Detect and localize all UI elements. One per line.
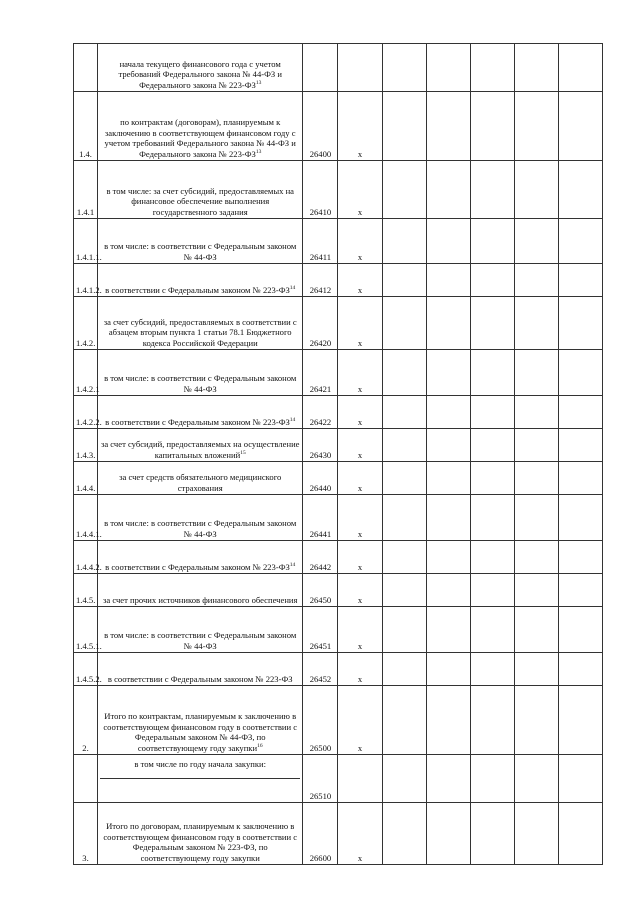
table-row: [74, 44, 603, 92]
amount-cell: [426, 219, 470, 264]
amount-cell: [382, 653, 426, 686]
row-code: 26410: [303, 161, 338, 219]
row-name-text: в том числе: в соответствии с Федеральным законом № 44-ФЗ: [104, 630, 297, 651]
amount-cell: [514, 541, 558, 574]
row-code: 26400: [303, 92, 338, 161]
amount-cell: [470, 396, 514, 429]
row-code: 26450: [303, 574, 338, 607]
amount-cell: [558, 161, 602, 219]
row-code: 26600: [303, 803, 338, 865]
amount-cell: [514, 161, 558, 219]
amount-cell: [470, 264, 514, 297]
table-row: [74, 541, 603, 574]
amount-cell: [382, 429, 426, 462]
table-row: [74, 350, 603, 396]
row-code: 26500: [303, 686, 338, 755]
amount-cell: [558, 429, 602, 462]
row-number: 3.: [74, 803, 98, 865]
amount-cell: [558, 350, 602, 396]
amount-cell: [426, 161, 470, 219]
amount-cell: [382, 755, 426, 803]
row-name: [98, 161, 303, 219]
row-name-text: за счет субсидий, предоставляемых на осуществление капитальных вложений: [100, 439, 300, 460]
amount-cell: [470, 653, 514, 686]
footnote-ref: 14: [289, 284, 296, 291]
amount-cell: [558, 495, 602, 541]
row-name-text: в том числе: в соответствии с Федеральным законом № 44-ФЗ: [104, 518, 297, 539]
amount-cell: [514, 429, 558, 462]
row-code: 26411: [303, 219, 338, 264]
row-number: 1.4.1.1.: [74, 219, 98, 264]
table-row: [74, 607, 603, 653]
row-year-mark: x: [338, 607, 382, 653]
amount-cell: [470, 462, 514, 495]
row-name-text: в том числе: в соответствии с Федеральным законом № 44-ФЗ: [104, 373, 297, 394]
amount-cell: [382, 44, 426, 92]
row-name: [98, 264, 303, 297]
row-year-mark: x: [338, 219, 382, 264]
row-code: 26440: [303, 462, 338, 495]
amount-cell: [426, 264, 470, 297]
row-year-mark: [338, 44, 382, 92]
amount-cell: [470, 44, 514, 92]
row-name: [98, 574, 303, 607]
row-number: 1.4.2.2.: [74, 396, 98, 429]
row-name-text: за счет прочих источников финансового обеспечения: [102, 594, 298, 605]
amount-cell: [514, 219, 558, 264]
row-number: 1.4.2.1: [74, 350, 98, 396]
amount-cell: [514, 574, 558, 607]
row-number: 1.4.2.: [74, 297, 98, 350]
amount-cell: [514, 607, 558, 653]
amount-cell: [426, 462, 470, 495]
table-row: [74, 803, 603, 865]
row-name-text: в том числе: за счет субсидий, предоставляемых на финансовое обеспечение выполнения государственного задания: [106, 185, 294, 217]
table-row: [74, 92, 603, 161]
row-number: 1.4.3.: [74, 429, 98, 462]
row-number: 1.4.5.: [74, 574, 98, 607]
amount-cell: [558, 219, 602, 264]
amount-cell: [382, 803, 426, 865]
row-name-text: в том числе: в соответствии с Федеральным законом № 44-ФЗ: [104, 241, 297, 262]
amount-cell: [382, 495, 426, 541]
footnote-ref: 14: [289, 561, 296, 568]
amount-cell: [470, 297, 514, 350]
amount-cell: [382, 607, 426, 653]
amount-cell: [382, 264, 426, 297]
row-name: [98, 755, 303, 803]
table-row: [74, 264, 603, 297]
row-number: 1.4.1.2.: [74, 264, 98, 297]
row-number: 2.: [74, 686, 98, 755]
table-row: [74, 462, 603, 495]
amount-cell: [514, 297, 558, 350]
amount-cell: [514, 264, 558, 297]
row-year-mark: x: [338, 541, 382, 574]
amount-cell: [382, 686, 426, 755]
amount-cell: [426, 803, 470, 865]
row-name-blank: [100, 779, 300, 801]
amount-cell: [426, 653, 470, 686]
amount-cell: [426, 396, 470, 429]
row-number: 1.4.5.1.: [74, 607, 98, 653]
row-code: 26442: [303, 541, 338, 574]
row-code: 26430: [303, 429, 338, 462]
row-code: 26441: [303, 495, 338, 541]
row-number: 1.4.4.1.: [74, 495, 98, 541]
amount-cell: [426, 297, 470, 350]
table-row: [74, 495, 603, 541]
amount-cell: [426, 495, 470, 541]
amount-cell: [470, 495, 514, 541]
row-name: [98, 44, 303, 92]
row-name-text: за счет субсидий, предоставляемых в соответствии с абзацем вторым пункта 1 статьи 78.1 Бюджетного кодекса Российской Федерации: [103, 316, 297, 348]
table-row: [74, 297, 603, 350]
row-name-text: в соответствии с Федеральным законом № 223-ФЗ: [105, 416, 290, 427]
amount-cell: [558, 755, 602, 803]
row-code: 26421: [303, 350, 338, 396]
row-number: 1.4.: [74, 92, 98, 161]
row-number: [74, 755, 98, 803]
amount-cell: [382, 297, 426, 350]
amount-cell: [382, 396, 426, 429]
row-name: [98, 462, 303, 495]
amount-cell: [558, 607, 602, 653]
row-name: [98, 219, 303, 264]
amount-cell: [558, 803, 602, 865]
row-year-mark: x: [338, 653, 382, 686]
amount-cell: [558, 44, 602, 92]
table-row: [74, 429, 603, 462]
row-year-mark: [338, 755, 382, 803]
amount-cell: [470, 574, 514, 607]
expenditure-table: [73, 43, 603, 865]
row-number: 1.4.1: [74, 161, 98, 219]
amount-cell: [558, 653, 602, 686]
amount-cell: [514, 653, 558, 686]
amount-cell: [470, 755, 514, 803]
amount-cell: [514, 686, 558, 755]
row-name-text: в соответствии с Федеральным законом № 223-ФЗ: [107, 673, 293, 684]
amount-cell: [558, 574, 602, 607]
amount-cell: [514, 350, 558, 396]
amount-cell: [470, 429, 514, 462]
row-name: [98, 541, 303, 574]
amount-cell: [426, 607, 470, 653]
amount-cell: [382, 161, 426, 219]
row-code: 26452: [303, 653, 338, 686]
amount-cell: [514, 44, 558, 92]
row-code: 26420: [303, 297, 338, 350]
table-row: [74, 219, 603, 264]
amount-cell: [558, 541, 602, 574]
amount-cell: [426, 686, 470, 755]
amount-cell: [558, 92, 602, 161]
amount-cell: [426, 541, 470, 574]
table-row: [74, 396, 603, 429]
row-year-mark: x: [338, 396, 382, 429]
row-code: 26510: [303, 755, 338, 803]
footnote-ref: 13: [255, 148, 262, 155]
amount-cell: [514, 92, 558, 161]
table-row: [74, 755, 603, 803]
amount-cell: [558, 264, 602, 297]
row-name-text: за счет средств обязательного медицинского страхования: [119, 472, 282, 493]
row-name: [98, 495, 303, 541]
amount-cell: [470, 92, 514, 161]
row-number: [74, 44, 98, 92]
footnote-ref: 13: [255, 79, 262, 86]
amount-cell: [382, 350, 426, 396]
amount-cell: [470, 686, 514, 755]
row-code: 26451: [303, 607, 338, 653]
row-year-mark: x: [338, 297, 382, 350]
amount-cell: [382, 92, 426, 161]
table-row: [74, 653, 603, 686]
row-name: [98, 92, 303, 161]
row-number: 1.4.4.2.: [74, 541, 98, 574]
table-row: [74, 686, 603, 755]
row-name: [98, 396, 303, 429]
footnote-ref: 16: [257, 742, 263, 749]
amount-cell: [470, 161, 514, 219]
row-name-text: по контрактам (договорам), планируемым к заключению в соответствующем финансовом году с учетом требований Федерального закона № 44-ФЗ и Федерального закона № 223-ФЗ: [104, 117, 296, 159]
amount-cell: [426, 429, 470, 462]
amount-cell: [514, 803, 558, 865]
amount-cell: [426, 92, 470, 161]
row-name: [98, 653, 303, 686]
row-year-mark: x: [338, 686, 382, 755]
amount-cell: [382, 462, 426, 495]
row-name-text: Итого по договорам, планируемым к заключению в соответствующем финансовом году в соответствии с Федеральным законом № 223-ФЗ, по соответствующему году закупки: [103, 821, 298, 863]
amount-cell: [514, 495, 558, 541]
row-year-mark: x: [338, 462, 382, 495]
row-name-text: в соответствии с Федеральным законом № 223-ФЗ: [105, 561, 290, 572]
row-name-text: в том числе по году начала закупки:: [100, 756, 300, 779]
row-name: [98, 803, 303, 865]
amount-cell: [426, 755, 470, 803]
row-name-text: Итого по контрактам, планируемым к заключению в соответствующем финансовом году в соответствии с Федеральным законом № 44-ФЗ, по соответствующему году закупки: [103, 711, 298, 753]
row-code: [303, 44, 338, 92]
table-row: [74, 161, 603, 219]
amount-cell: [558, 686, 602, 755]
row-code: 26412: [303, 264, 338, 297]
amount-cell: [426, 44, 470, 92]
amount-cell: [470, 541, 514, 574]
amount-cell: [470, 350, 514, 396]
row-code: 26422: [303, 396, 338, 429]
row-year-mark: x: [338, 161, 382, 219]
amount-cell: [426, 350, 470, 396]
amount-cell: [470, 607, 514, 653]
row-name-text: начала текущего финансового года с учетом требований Федерального закона № 44-ФЗ и Федерального закона № 223-ФЗ: [118, 58, 282, 90]
row-name: [98, 350, 303, 396]
table-row: [74, 574, 603, 607]
row-name: [98, 607, 303, 653]
amount-cell: [558, 297, 602, 350]
amount-cell: [470, 803, 514, 865]
amount-cell: [514, 396, 558, 429]
amount-cell: [470, 219, 514, 264]
row-name-text: в соответствии с Федеральным законом № 223-ФЗ: [105, 284, 290, 295]
row-year-mark: x: [338, 574, 382, 607]
footnote-ref: 15: [240, 449, 246, 456]
row-number: 1.4.4.: [74, 462, 98, 495]
row-year-mark: x: [338, 495, 382, 541]
amount-cell: [514, 462, 558, 495]
row-year-mark: x: [338, 803, 382, 865]
amount-cell: [426, 574, 470, 607]
row-name: [98, 686, 303, 755]
amount-cell: [382, 574, 426, 607]
row-year-mark: x: [338, 429, 382, 462]
footnote-ref: 14: [289, 416, 296, 423]
row-name: [98, 429, 303, 462]
row-number: 1.4.5.2.: [74, 653, 98, 686]
row-year-mark: x: [338, 92, 382, 161]
amount-cell: [514, 755, 558, 803]
amount-cell: [558, 396, 602, 429]
row-year-mark: x: [338, 350, 382, 396]
amount-cell: [558, 462, 602, 495]
row-year-mark: x: [338, 264, 382, 297]
amount-cell: [382, 541, 426, 574]
amount-cell: [382, 219, 426, 264]
row-name: [98, 297, 303, 350]
